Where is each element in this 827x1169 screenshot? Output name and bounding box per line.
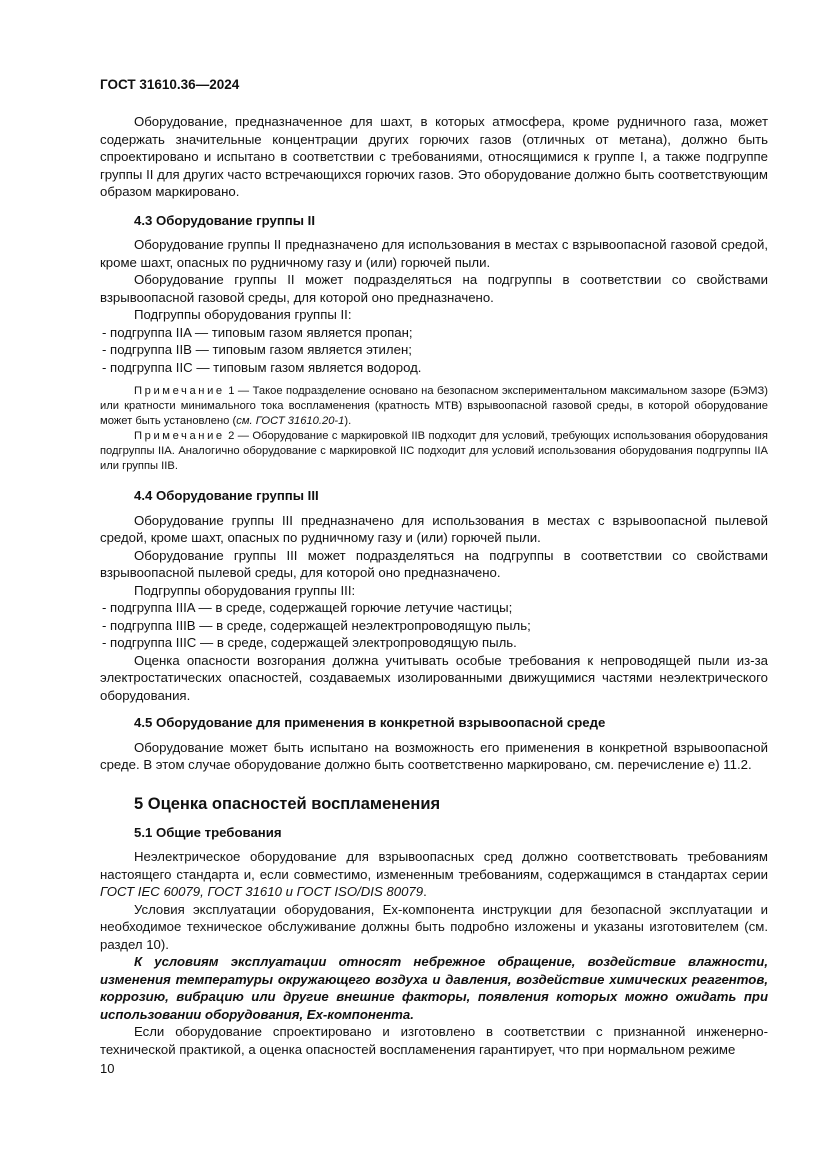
section-4-3-paragraph-1: Оборудование группы II предназначено для использования в местах с взрывоопасной газовой средой, кроме шахт, опасных по рудничному газу и (или) горючей пыли. — [100, 237, 768, 270]
page-number: 10 — [100, 1061, 115, 1076]
note-1-end: ). — [344, 415, 352, 427]
section-5-1-paragraph-3: К условиям эксплуатации относят небрежное обращение, воздействие влажности, изменения температуры окружающего воздуха и давления, воздействие химических реагентов, коррозию, вибрацию или другие внешние факторы, появления которых можно ожидать при использовании оборудования, Ex-компонента. — [100, 954, 768, 1022]
section-5-1-paragraph-1-text: Неэлектрическое оборудование для взрывоопасных сред должно соответствовать требованиям настоящего стандарта и, если совместимо, измененным требованиям, содержащимся в стандартах серии — [100, 849, 768, 882]
document-header: ГОСТ 31610.36—2024 — [100, 77, 240, 92]
section-4-3-paragraph-2: Оборудование группы II может подразделяться на подгруппы в соответствии со свойствами взрывоопасной газовой среды, для которой оно предназначено. — [100, 272, 768, 305]
page-content — [100, 113, 768, 1058]
list-item: - подгруппа IIB — типовым газом является этилен; — [102, 342, 412, 357]
section-5-1-paragraph-1 — [100, 848, 768, 901]
intro-paragraph: Оборудование, предназначенное для шахт, в которых атмосфера, кроме рудничного газа, может содержать значительные концентрации других горючих газов (отличных от метана), должно быть спроектировано и испытано в соответствии с требованиями, относящимися к группе I, а также подгруппе группы II для других часто встречающихся горючих газов. Это оборудование должно быть соответствующим образом маркировано. — [100, 114, 768, 199]
standards-reference: ГОСТ IEC 60079, ГОСТ 31610 и ГОСТ ISO/DIS 80079 — [100, 884, 424, 899]
section-4-4-paragraph-4: Оценка опасности возгорания должна учитывать особые требования к непроводящей пыли из-за электростатических опасностей, создаваемых изолированными движущимися частями неэлектрического оборудования. — [100, 652, 768, 703]
section-4-4-paragraph-1: Оборудование группы III предназначено для использования в местах с взрывоопасной пылевой средой, кроме шахт, опасных по рудничному газу и (или) горючей пыли. — [100, 512, 768, 545]
section-4-3-heading: 4.3 Оборудование группы II — [134, 212, 315, 228]
section-4-4-paragraph-3: Подгруппы оборудования группы III: — [134, 582, 356, 598]
note-1-label: Примечание — [134, 385, 225, 397]
note-2-text: 2 — Оборудование с маркировкой IIB подходит для условий, требующих использования оборудования подгруппы IIA. Аналогично оборудование с маркировкой IIC подходит для условий использования оборудования подгруппы IIA или группы IIB. — [100, 430, 768, 472]
note-1-text: 1 — Такое подразделение основано на безопасном экспериментальном максимальном зазоре (БЭМЗ) или кратности минимального тока воспламенения (кратность МТВ) взрывоопасной газовой среды, в которой оборудование может быть установлено ( — [100, 385, 768, 427]
list-item: - подгруппа IIIA — в среде, содержащей горючие летучие частицы; — [102, 600, 513, 615]
list-item: - подгруппа IIA — типовым газом является пропан; — [102, 324, 413, 340]
list-item: - подгруппа IIIB — в среде, содержащей неэлектропроводящую пыль; — [102, 617, 531, 633]
note-1 — [100, 384, 768, 429]
note-1-reference: см. ГОСТ 31610.20-1 — [236, 415, 345, 427]
section-5-1-heading: 5.1 Общие требования — [134, 824, 282, 840]
note-2-label: Примечание — [134, 430, 225, 442]
note-2 — [100, 429, 768, 474]
section-4-5-heading: 4.5 Оборудование для применения в конкретной взрывоопасной среде — [134, 715, 606, 730]
section-5-1-paragraph-1-end: . — [423, 884, 427, 899]
section-5-1-paragraph-4: Если оборудование спроектировано и изготовлено в соответствии с признанной инженерно-технической практикой, а оценка опасностей воспламенения гарантирует, что при нормальном режиме — [100, 1024, 768, 1057]
section-4-3-paragraph-3: Подгруппы оборудования группы II: — [134, 307, 352, 322]
section-4-4-heading: 4.4 Оборудование группы III — [134, 488, 319, 503]
section-5-heading: 5 Оценка опасностей воспламенения — [134, 794, 441, 813]
section-4-5-paragraph-1: Оборудование может быть испытано на возможность его применения в конкретной взрывоопасной среде. В этом случае оборудование должно быть соответственно маркировано, см. перечисление е) 11.2. — [100, 739, 768, 772]
section-4-4-paragraph-2: Оборудование группы III может подразделяться на подгруппы в соответствии со свойствами взрывоопасной пылевой среды, для которой оно предназначено. — [100, 547, 768, 580]
section-5-1-paragraph-2: Условия эксплуатации оборудования, Ex-компонента инструкции для безопасной эксплуатации и необходимое техническое обслуживание должны быть подробно изложены и указаны изготовителем (см. раздел 10). — [100, 901, 768, 952]
list-item: - подгруппа IIIC — в среде, содержащей электропроводящую пыль. — [102, 635, 517, 650]
list-item: - подгруппа IIC — типовым газом является водород. — [102, 359, 422, 375]
